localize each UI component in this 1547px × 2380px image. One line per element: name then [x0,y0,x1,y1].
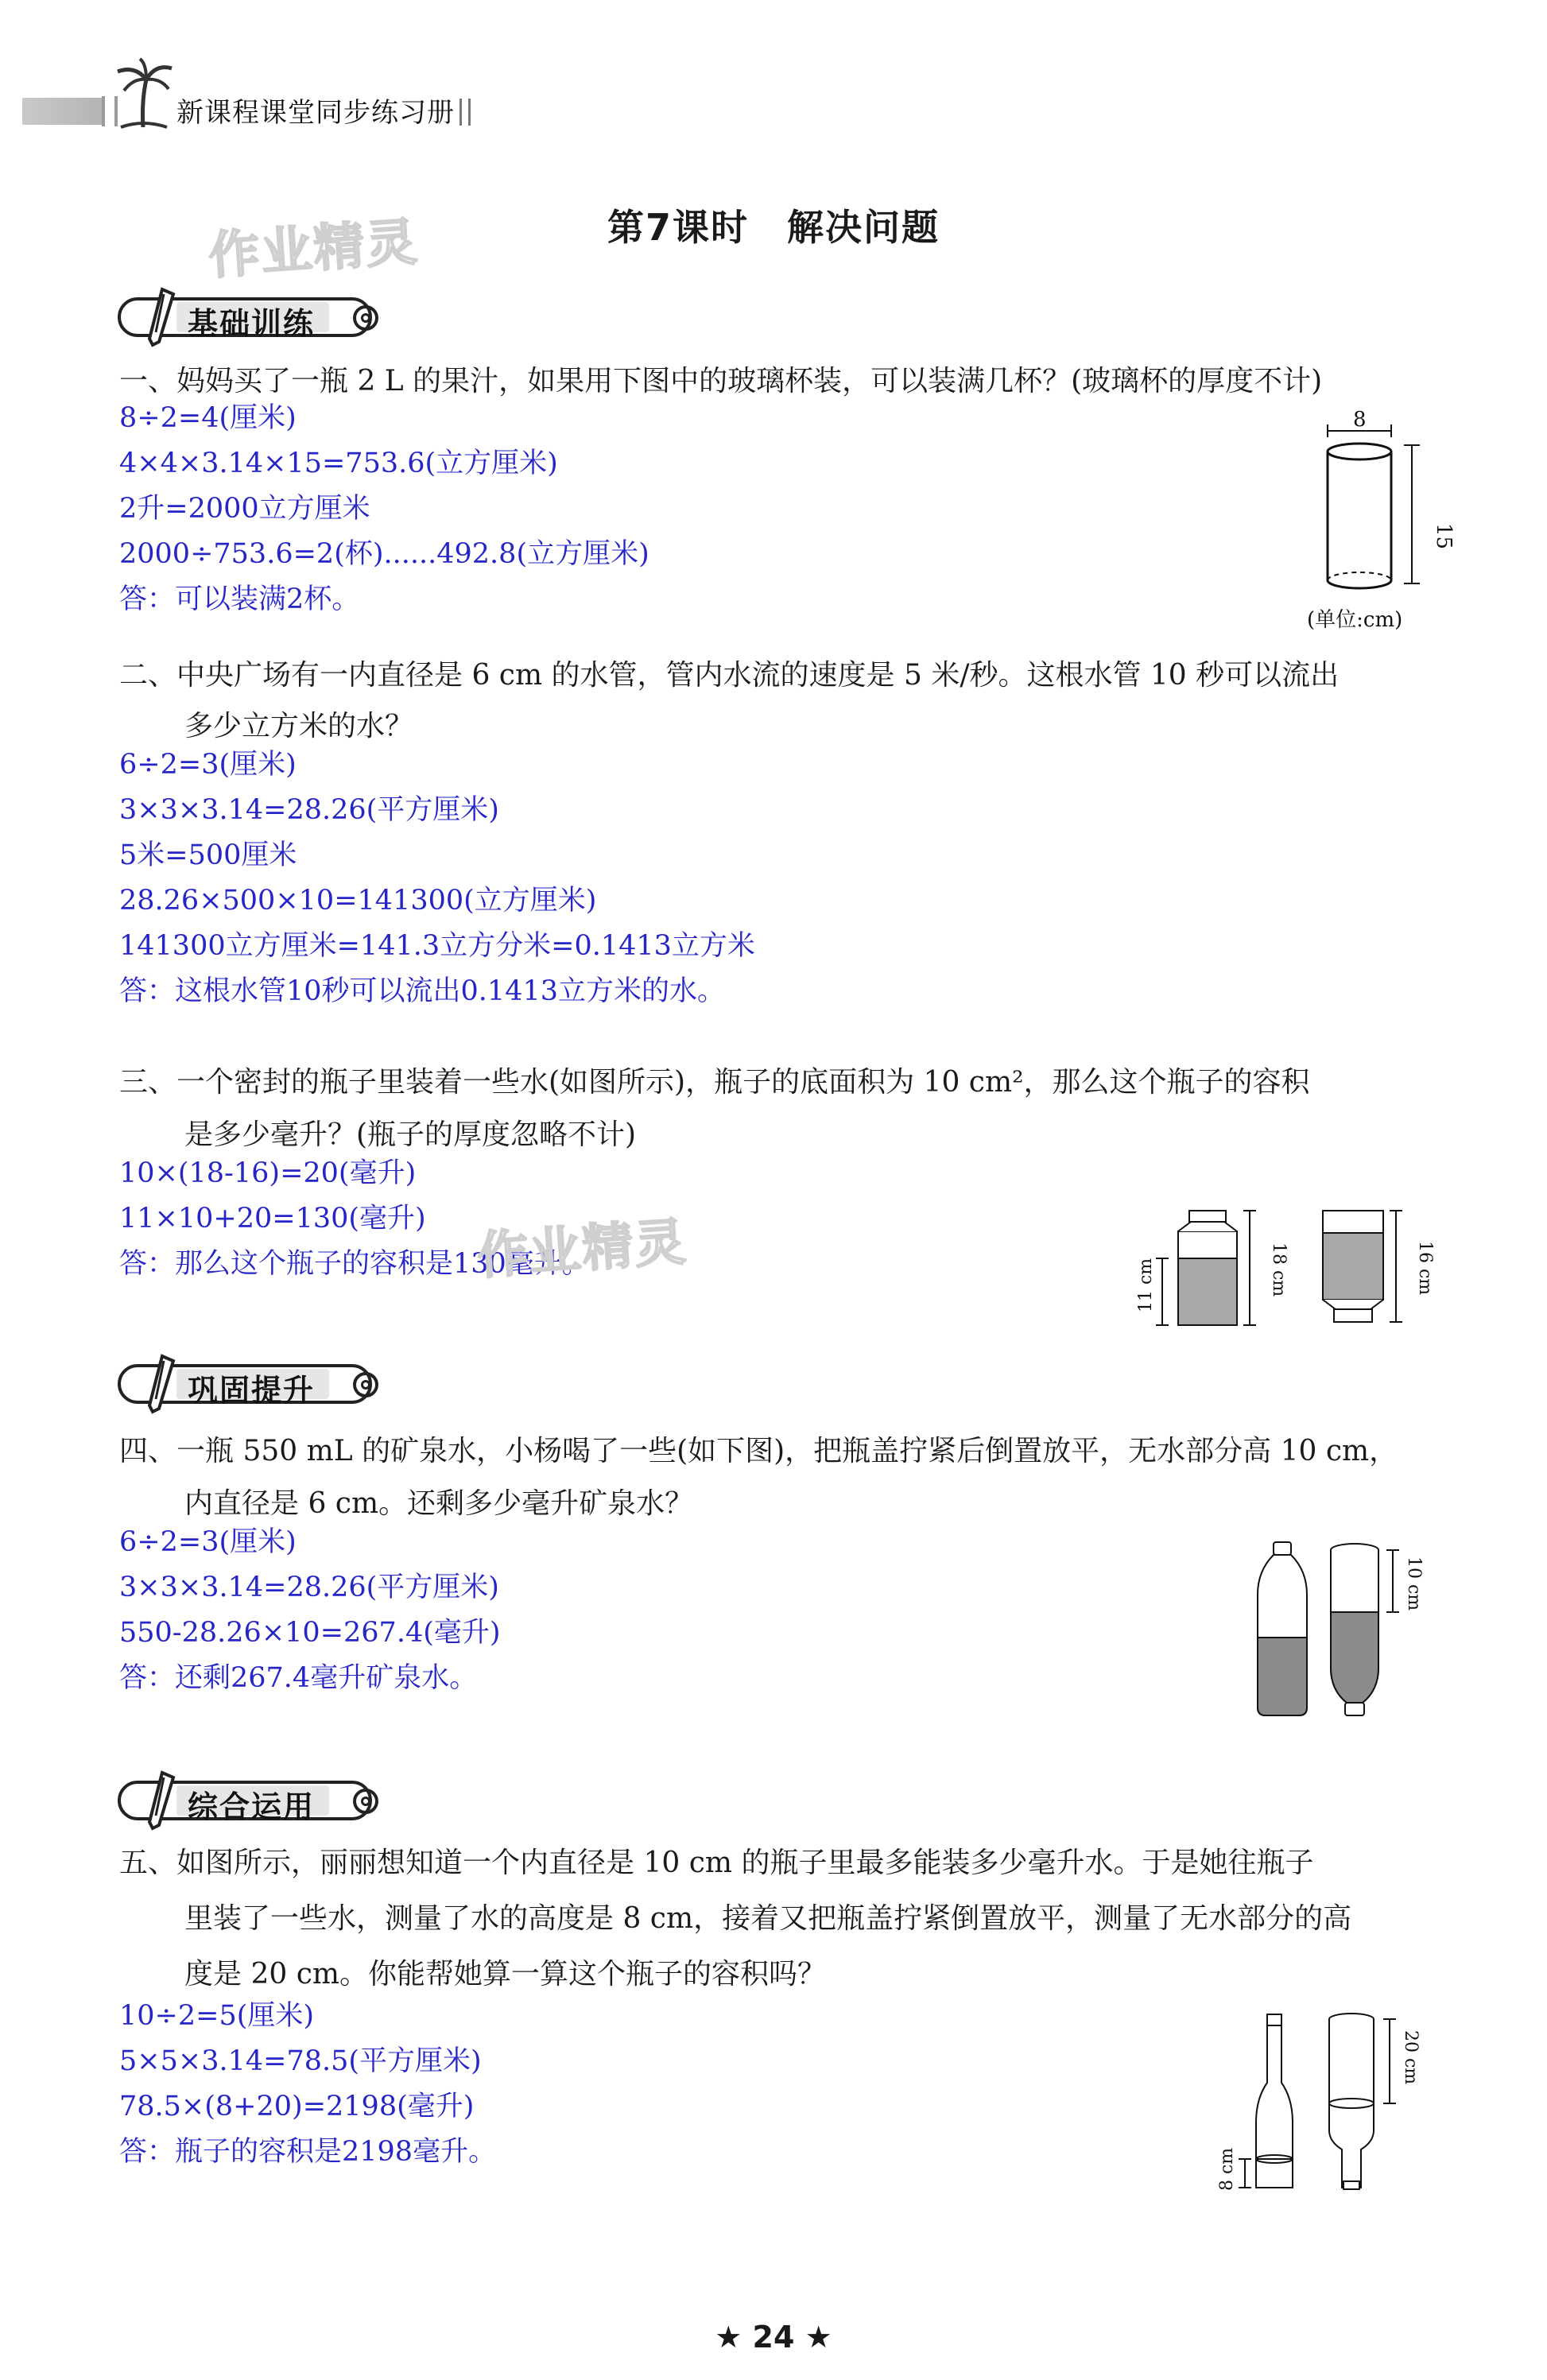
question-5-text: 五、如图所示，丽丽想知道一个内直径是 10 cm 的瓶子里最多能装多少毫升水。于是她往瓶子 [119,1847,1314,1879]
question-5-text-cont: 度是 20 cm。你能帮她算一算这个瓶子的容积吗？ [184,1958,826,1990]
section-label: 巩固提升 [188,1373,316,1408]
answer-line: 3×3×3.14=28.26(平方厘米) [119,794,499,826]
answer-line: 答：还剩267.4毫升矿泉水。 [119,1662,478,1694]
watermark: 作业精灵 [475,1212,689,1287]
water-height-label: 11 cm [1136,1258,1156,1312]
question-2-text-cont: 多少立方米的水？ [184,710,414,742]
question-4-text: 四、一瓶 550 mL 的矿泉水，小杨喝了一些(如下图)，把瓶盖拧紧后倒置放平，无水部分高 10 cm， [119,1435,1398,1467]
question-5-text-cont: 里装了一些水，测量了水的高度是 8 cm，接着又把瓶盖拧紧倒置放平，测量了无水部分的高 [184,1902,1352,1935]
answer-line: 6÷2=3(厘米) [119,749,297,781]
glass-cup-figure [1304,408,1456,639]
answer-line: 4×4×3.14×15=753.6(立方厘米) [119,448,558,479]
answer-line: 2升=2000立方厘米 [119,493,370,525]
answer-line: 答：瓶子的容积是2198毫升。 [119,2136,497,2168]
empty-height-label: 10 cm [1404,1556,1424,1611]
water-height-label: 8 cm [1217,2147,1237,2191]
answer-line: 8÷2=4(厘米) [119,402,297,434]
pencil-icon [138,286,186,350]
answer-line: 11×10+20=130(毫升) [119,1203,426,1235]
width-label: 8 [1353,408,1367,432]
answer-line: 3×3×3.14=28.26(平方厘米) [119,1572,499,1603]
star-icon: ★ [805,2320,832,2355]
question-3-text-cont: 是多少毫升？(瓶子的厚度忽略不计) [184,1118,637,1151]
total-height-label: 18 cm [1269,1242,1289,1297]
section-badge-consolidate [118,1358,388,1409]
ring-icon [353,1789,378,1814]
answer-line: 141300立方厘米=141.3立方分米=0.1413立方米 [119,930,755,962]
header-bar [22,98,102,125]
answer-line: 28.26×500×10=141300(立方厘米) [119,885,597,917]
answer-line: 答：那么这个瓶子的容积是130毫升。 [119,1248,590,1280]
pencil-icon [138,1353,186,1417]
bottle-capacity-figure [1200,2011,1471,2197]
pencil-icon [138,1769,186,1833]
answer-line: 6÷2=3(厘米) [119,1526,297,1558]
header-end-mark [459,99,471,126]
ring-icon [353,305,378,331]
question-2-text: 二、中央广场有一内直径是 6 cm 的水管，管内水流的速度是 5 米/秒。这根水管 10 秒可以流出 [119,659,1340,692]
section-label: 综合运用 [188,1789,316,1824]
answer-line: 2000÷753.6=2(杯)......492.8(立方厘米) [119,538,649,570]
watermark: 作业精灵 [207,212,421,287]
answer-line: 10×(18-16)=20(毫升) [119,1157,417,1189]
question-1-text: 一、妈妈买了一瓶 2 L 的果汁，如果用下图中的玻璃杯装，可以装满几杯？(玻璃杯的厚度不计) [119,365,1323,397]
section-badge-basic [118,291,388,342]
star-icon: ★ [715,2320,742,2355]
answer-line: 10÷2=5(厘米) [119,2000,315,2032]
palm-tree-icon [111,57,175,132]
page-number [0,2320,1547,2355]
unit-label: (单位:cm) [1307,608,1403,632]
height-label: 15 [1432,523,1456,550]
answer-line: 5×5×3.14=78.5(平方厘米) [119,2045,482,2077]
answer-line: 550-28.26×10=267.4(毫升) [119,1617,501,1649]
ring-icon [353,1372,378,1397]
header-title: 新课程课堂同步练习册 [176,97,455,129]
answer-line: 答：这根水管10秒可以流出0.1413立方米的水。 [119,975,726,1007]
inverted-height-label: 16 cm [1415,1241,1435,1296]
page-number-value: 24 [752,2320,795,2355]
sealed-bottle-figure [1121,1207,1439,1329]
question-3-text: 三、一个密封的瓶子里装着一些水(如图所示)，瓶子的底面积为 10 cm²，那么这个瓶子的容积 [119,1066,1310,1099]
section-label: 基础训练 [188,306,316,341]
section-badge-apply [118,1774,388,1825]
answer-line: 78.5×(8+20)=2198(毫升) [119,2091,475,2122]
lesson-title: 第7课时 解决问题 [607,206,940,249]
answer-line: 答：可以装满2杯。 [119,583,360,615]
answer-line: 5米=500厘米 [119,839,297,871]
question-4-text-cont: 内直径是 6 cm。还剩多少毫升矿泉水？ [184,1487,694,1520]
empty-height-label: 20 cm [1401,2030,1421,2085]
mineral-water-figure [1253,1539,1491,1727]
